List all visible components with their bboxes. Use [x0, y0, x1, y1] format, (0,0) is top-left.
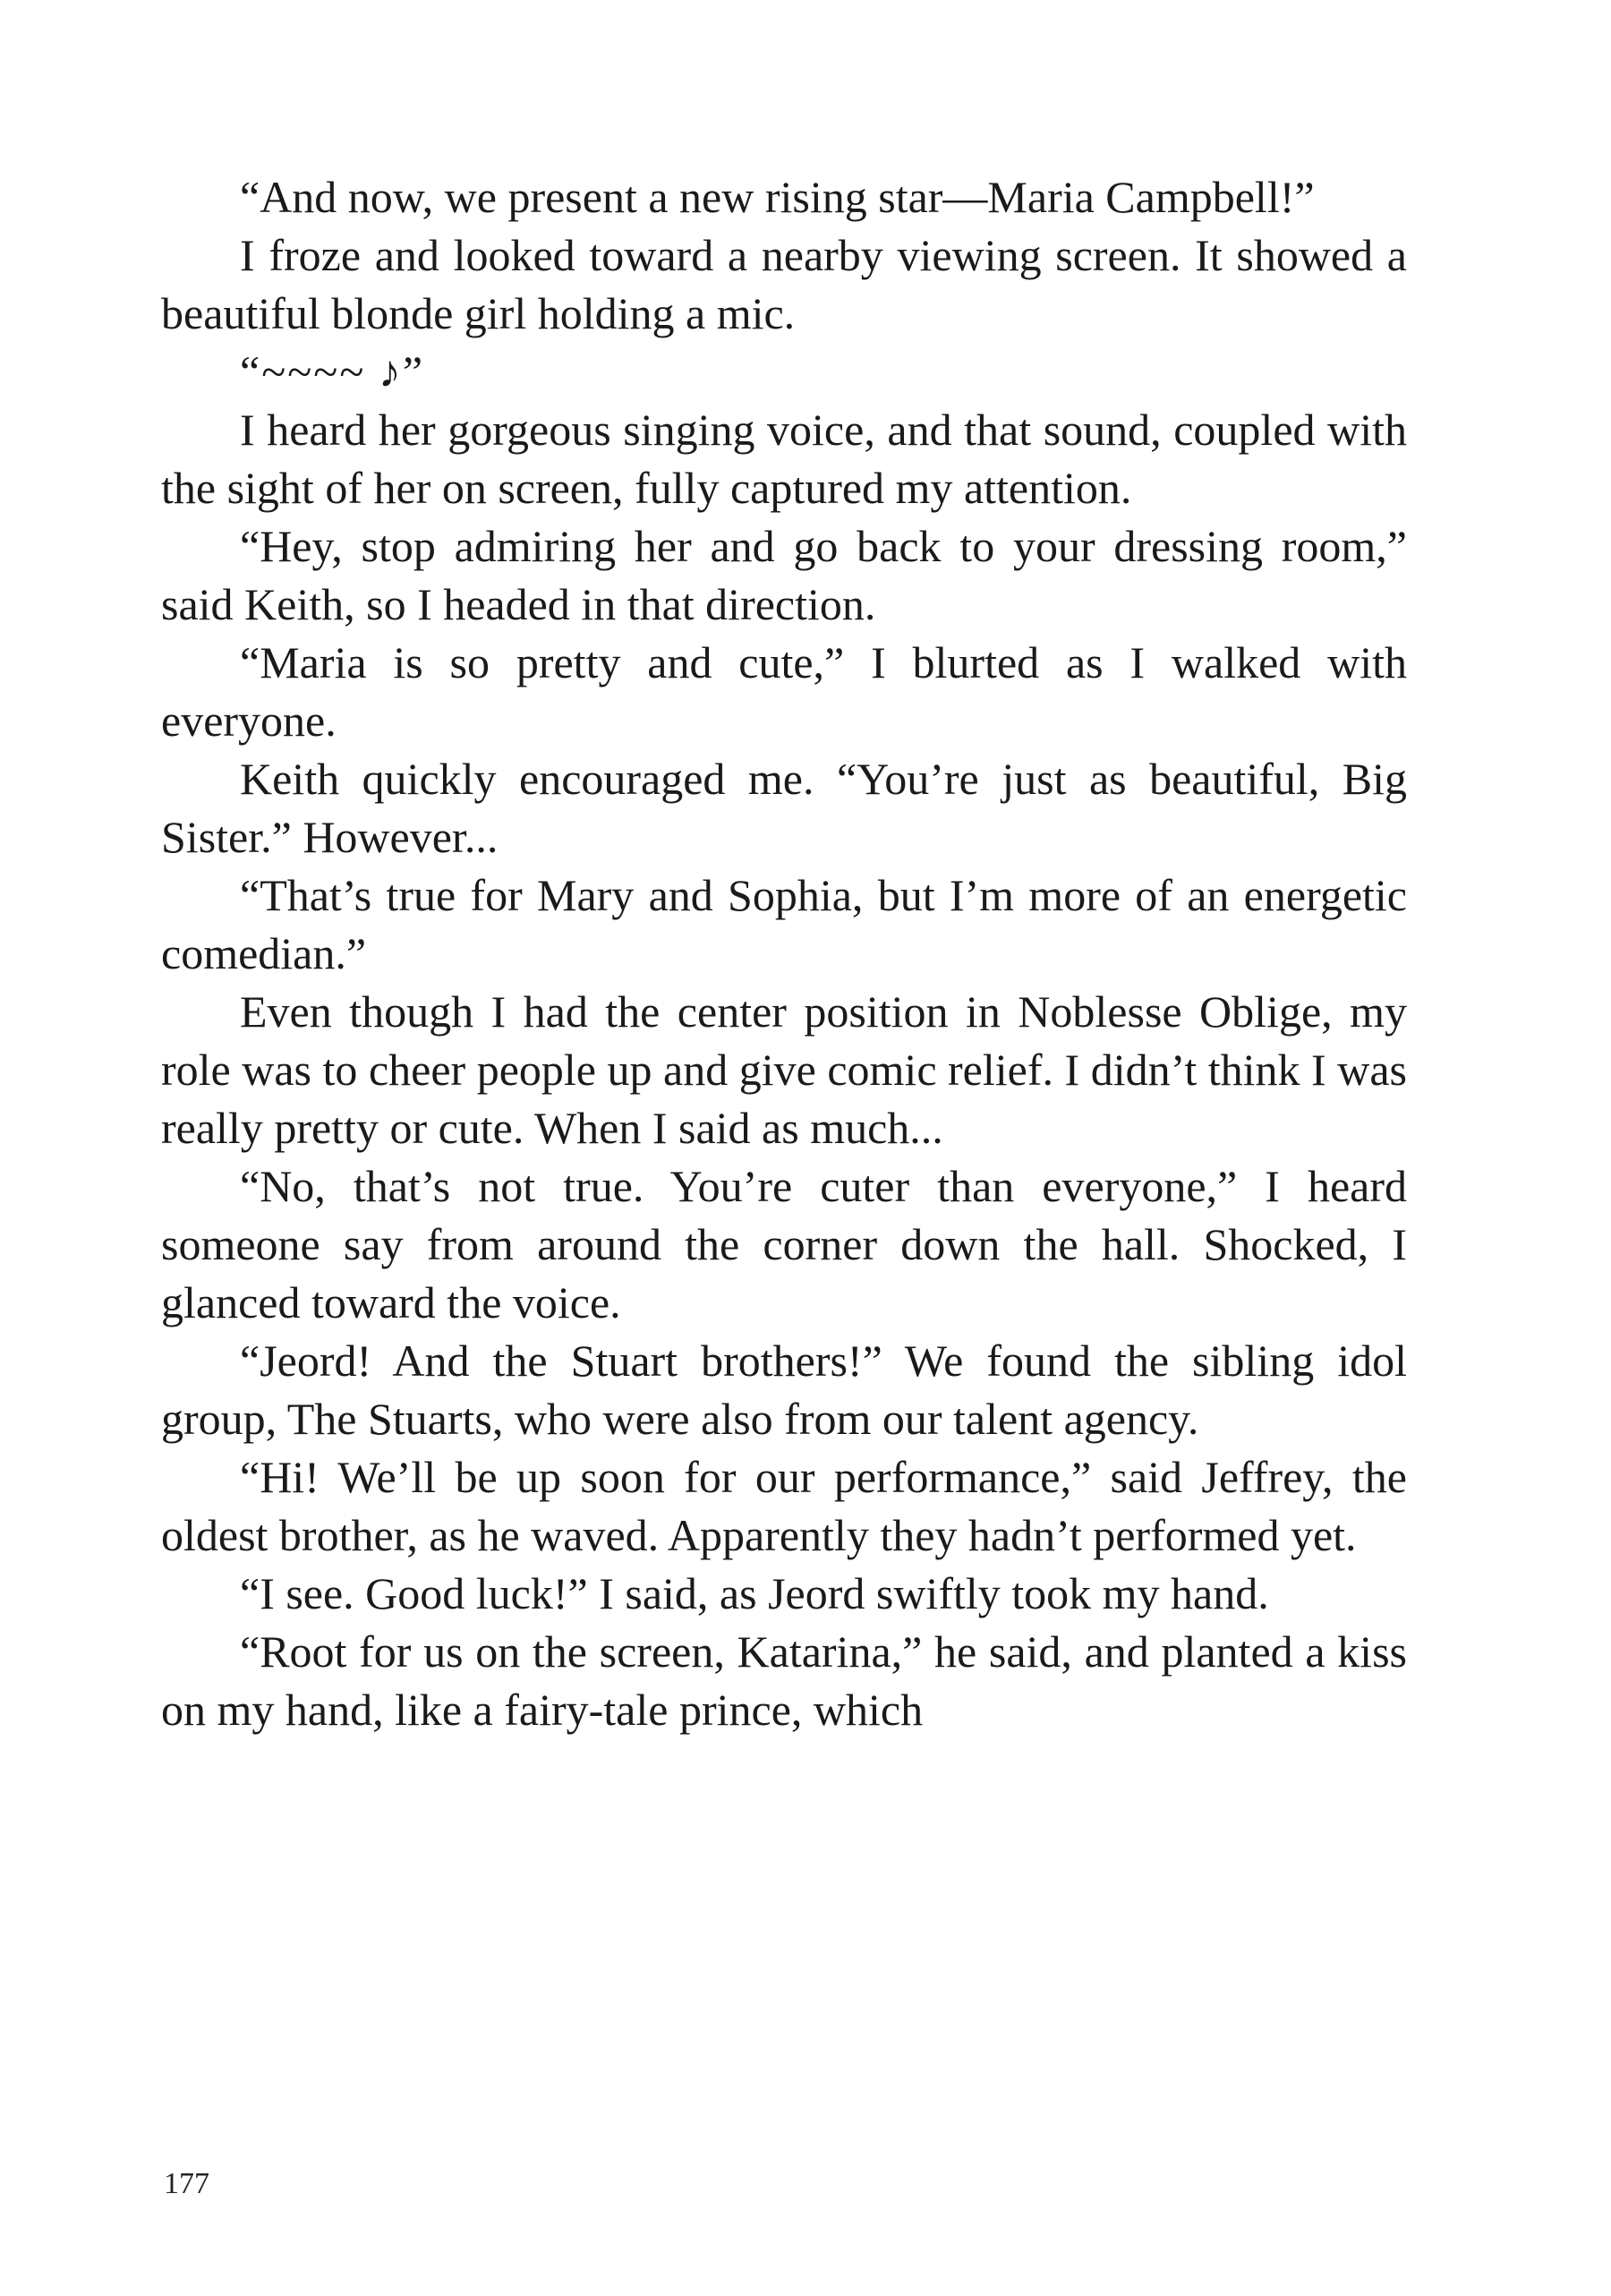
paragraph-singing-voice: I heard her gorgeous singing voice, and that sound, coupled with the sight of her on screen, fully captured my attention. [161, 405, 1407, 513]
paragraph-keith-encourages: Keith quickly encouraged me. “You’re just as beautiful, Big Sister.” However... [161, 754, 1407, 862]
paragraph-jeffrey: “Hi! We’ll be up soon for our performance,” said Jeffrey, the oldest brother, as he waved. Apparently they hadn’t performed yet. [161, 1452, 1407, 1560]
page-number: 177 [164, 2167, 209, 2200]
paragraph-maria-pretty: “Maria is so pretty and cute,” I blurted as I walked with everyone. [161, 637, 1407, 746]
paragraph-comedian: “That’s true for Mary and Sophia, but I’m more of an energetic comedian.” [161, 870, 1407, 978]
paragraph-keith-dressing-room: “Hey, stop admiring her and go back to your dressing room,” said Keith, so I headed in that direction. [161, 521, 1407, 629]
paragraph-viewing-screen: I froze and looked toward a nearby viewing screen. It showed a beautiful blonde girl holding a mic. [161, 230, 1407, 338]
paragraph-stuart-brothers: “Jeord! And the Stuart brothers!” We found the sibling idol group, The Stuarts, who were also from our talent agency. [161, 1336, 1407, 1444]
paragraph-good-luck: “I see. Good luck!” I said, as Jeord swiftly took my hand. [240, 1568, 1269, 1618]
paragraph-announcement: “And now, we present a new rising star—Maria Campbell!” [240, 172, 1315, 222]
paragraph-root-for-us: “Root for us on the screen, Katarina,” he said, and planted a kiss on my hand, like a fairy-tale prince, which [161, 1626, 1407, 1735]
paragraph-song: “~~~~ ♪” [240, 346, 425, 397]
paragraph-cuter-than-everyone: “No, that’s not true. You’re cuter than everyone,” I heard someone say from around the corner down the hall. Shocked, I glanced toward the voice. [161, 1161, 1407, 1327]
page-body [161, 168, 1407, 1739]
paragraph-center-position: Even though I had the center position in Noblesse Oblige, my role was to cheer people up and give comic relief. I didn’t think I was really pretty or cute. When I said as much... [161, 986, 1407, 1153]
